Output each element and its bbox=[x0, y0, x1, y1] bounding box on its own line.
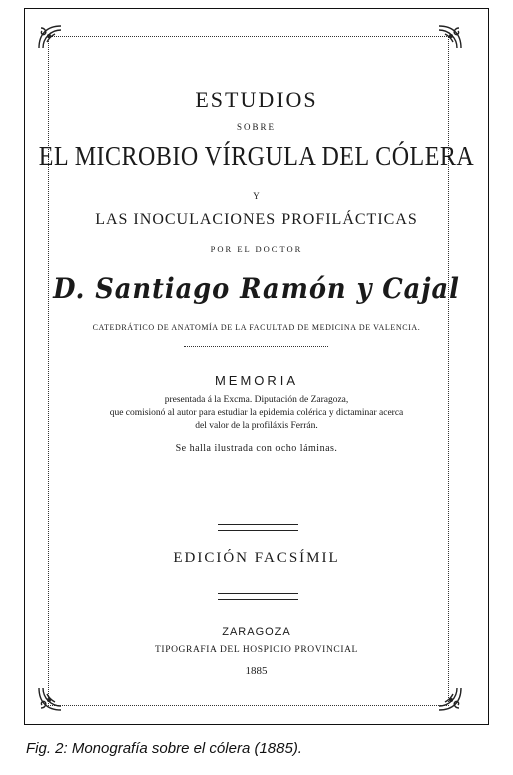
publication-year: 1885 bbox=[245, 665, 268, 677]
memoria-line-3: del valor de la profiláxis Ferrán. bbox=[195, 421, 318, 431]
main-title: EL MICROBIO VÍRGULA DEL CÓLERA bbox=[38, 141, 475, 172]
memoria-heading: MEMORIA bbox=[214, 373, 299, 388]
memoria-line-1: presentada á la Excma. Diputación de Zaragoza, bbox=[164, 395, 349, 405]
memoria-line-2: que comisionó al autor para estudiar la epidemia colérica y dictaminar acerca bbox=[109, 408, 404, 418]
corner-flourish-icon bbox=[37, 24, 63, 50]
dotted-border bbox=[48, 36, 449, 706]
ornamental-rule bbox=[184, 346, 328, 347]
corner-flourish-icon bbox=[437, 686, 463, 712]
corner-flourish-icon bbox=[37, 686, 63, 712]
double-rule-top bbox=[218, 524, 298, 531]
title-top: ESTUDIOS bbox=[195, 87, 318, 112]
by-line: POR EL DOCTOR bbox=[210, 244, 303, 254]
author-name: D. Santiago Ramón y Cajal bbox=[53, 272, 460, 305]
corner-flourish-icon bbox=[437, 24, 463, 50]
sobre-label: SOBRE bbox=[236, 122, 276, 132]
printer-name: TIPOGRAFIA DEL HOSPICIO PROVINCIAL bbox=[155, 645, 358, 655]
subtitle: LAS INOCULACIONES PROFILÁCTICAS bbox=[95, 211, 418, 228]
author-position: CATEDRÁTICO DE ANATOMÍA DE LA FACULTAD DE MEDICINA DE VALENCIA. bbox=[92, 323, 421, 332]
figure-caption: Fig. 2: Monografía sobre el cólera (1885). bbox=[26, 740, 302, 757]
double-rule-bottom bbox=[218, 593, 298, 600]
edition-label: EDICIÓN FACSÍMIL bbox=[173, 550, 340, 566]
illustration-note: Se halla ilustrada con ocho láminas. bbox=[175, 443, 338, 454]
publisher-city: ZARAGOZA bbox=[222, 626, 291, 638]
conjunction: Y bbox=[253, 191, 260, 201]
